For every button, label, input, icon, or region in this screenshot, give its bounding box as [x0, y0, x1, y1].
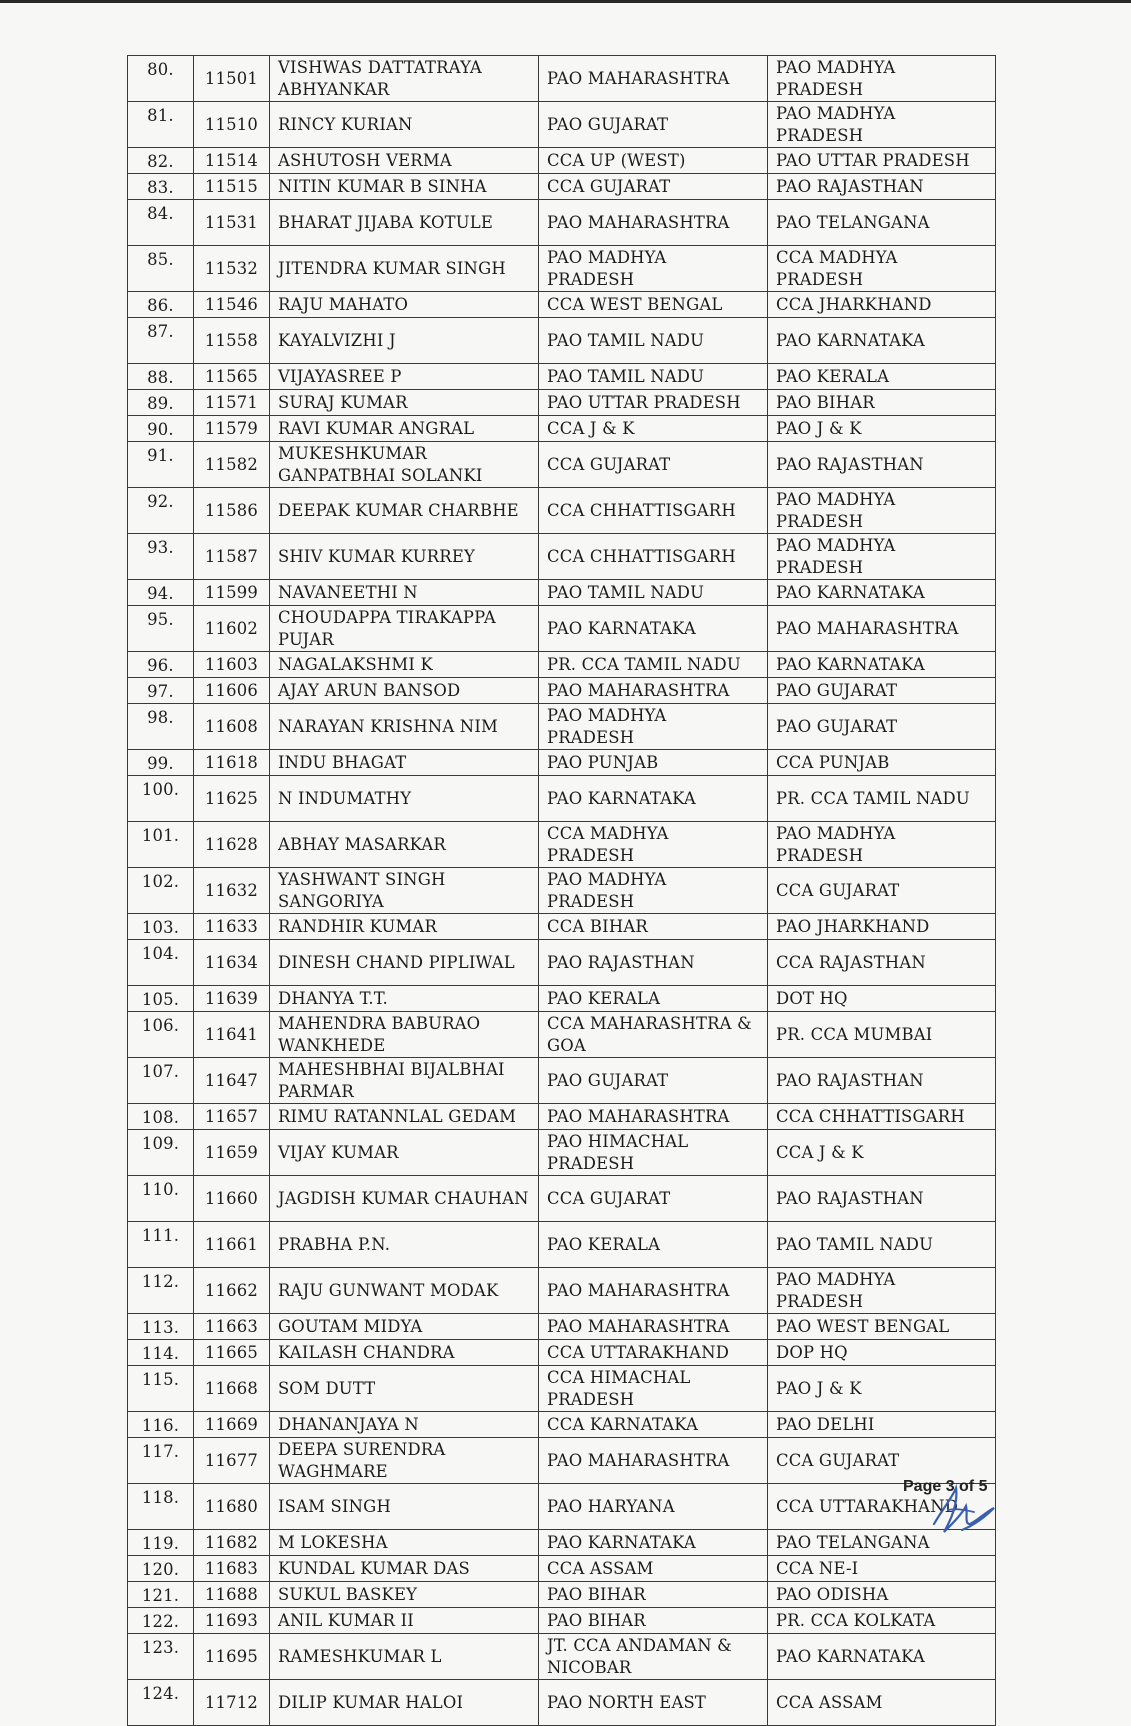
to-office-cell: PAO MADHYA PRADESH [768, 102, 996, 148]
table-row [128, 56, 996, 102]
employee-name-cell: NAGALAKSHMI K [270, 652, 539, 678]
table-row [128, 1058, 996, 1104]
serial-number-cell: 117. [128, 1438, 194, 1484]
from-office-cell: PAO KARNATAKA [539, 776, 768, 822]
table-row [128, 1634, 996, 1680]
employee-id-cell: 11532 [194, 246, 270, 292]
table-row [128, 822, 996, 868]
table-row [128, 1530, 996, 1556]
employee-id-cell: 11514 [194, 148, 270, 174]
employee-id-cell: 11501 [194, 56, 270, 102]
serial-number-cell: 124. [128, 1680, 194, 1726]
serial-number-cell: 107. [128, 1058, 194, 1104]
table-row [128, 246, 996, 292]
from-office-cell: PR. CCA TAMIL NADU [539, 652, 768, 678]
transfer-table-body [128, 56, 996, 1726]
serial-number-cell: 88. [128, 364, 194, 390]
serial-number-cell: 119. [128, 1530, 194, 1556]
to-office-cell: PAO ODISHA [768, 1582, 996, 1608]
employee-name-cell: N INDUMATHY [270, 776, 539, 822]
employee-id-cell: 11558 [194, 318, 270, 364]
employee-id-cell: 11639 [194, 986, 270, 1012]
employee-name-cell: INDU BHAGAT [270, 750, 539, 776]
to-office-cell: PAO GUJARAT [768, 678, 996, 704]
table-row [128, 652, 996, 678]
from-office-cell: CCA BIHAR [539, 914, 768, 940]
table-row [128, 102, 996, 148]
employee-name-cell: JAGDISH KUMAR CHAUHAN [270, 1176, 539, 1222]
serial-number-cell: 83. [128, 174, 194, 200]
employee-id-cell: 11661 [194, 1222, 270, 1268]
serial-number-cell: 113. [128, 1314, 194, 1340]
employee-id-cell: 11662 [194, 1268, 270, 1314]
from-office-cell: PAO PUNJAB [539, 750, 768, 776]
signature-mark [922, 1480, 1004, 1542]
page-number: Page 3 of 5 [903, 1478, 988, 1495]
serial-number-cell: 116. [128, 1412, 194, 1438]
table-row [128, 678, 996, 704]
serial-number-cell: 89. [128, 390, 194, 416]
employee-id-cell: 11515 [194, 174, 270, 200]
table-row [128, 1012, 996, 1058]
employee-name-cell: SOM DUTT [270, 1366, 539, 1412]
table-row [128, 534, 996, 580]
employee-id-cell: 11712 [194, 1680, 270, 1726]
employee-id-cell: 11586 [194, 488, 270, 534]
from-office-cell: PAO TAMIL NADU [539, 580, 768, 606]
employee-id-cell: 11587 [194, 534, 270, 580]
employee-id-cell: 11546 [194, 292, 270, 318]
employee-id-cell: 11618 [194, 750, 270, 776]
serial-number-cell: 87. [128, 318, 194, 364]
from-office-cell: PAO GUJARAT [539, 102, 768, 148]
to-office-cell: CCA CHHATTISGARH [768, 1104, 996, 1130]
from-office-cell: PAO MAHARASHTRA [539, 56, 768, 102]
employee-id-cell: 11647 [194, 1058, 270, 1104]
to-office-cell: PAO MADHYA PRADESH [768, 534, 996, 580]
table-row [128, 1130, 996, 1176]
to-office-cell: PAO UTTAR PRADESH [768, 148, 996, 174]
from-office-cell: PAO KERALA [539, 1222, 768, 1268]
table-row [128, 148, 996, 174]
from-office-cell: PAO MAHARASHTRA [539, 1104, 768, 1130]
serial-number-cell: 101. [128, 822, 194, 868]
employee-name-cell: MAHENDRA BABURAO WANKHEDE [270, 1012, 539, 1058]
table-row [128, 868, 996, 914]
employee-id-cell: 11599 [194, 580, 270, 606]
from-office-cell: PAO KERALA [539, 986, 768, 1012]
to-office-cell: PAO TELANGANA [768, 200, 996, 246]
table-row [128, 1608, 996, 1634]
serial-number-cell: 120. [128, 1556, 194, 1582]
employee-name-cell: KUNDAL KUMAR DAS [270, 1556, 539, 1582]
serial-number-cell: 84. [128, 200, 194, 246]
to-office-cell: CCA RAJASTHAN [768, 940, 996, 986]
employee-id-cell: 11668 [194, 1366, 270, 1412]
serial-number-cell: 109. [128, 1130, 194, 1176]
from-office-cell: CCA UP (WEST) [539, 148, 768, 174]
table-row [128, 364, 996, 390]
employee-id-cell: 11510 [194, 102, 270, 148]
from-office-cell: PAO MAHARASHTRA [539, 1268, 768, 1314]
to-office-cell: PAO JHARKHAND [768, 914, 996, 940]
employee-id-cell: 11688 [194, 1582, 270, 1608]
from-office-cell: PAO HARYANA [539, 1484, 768, 1530]
table-row [128, 390, 996, 416]
employee-name-cell: DEEPAK KUMAR CHARBHE [270, 488, 539, 534]
table-row [128, 318, 996, 364]
from-office-cell: PAO BIHAR [539, 1608, 768, 1634]
employee-id-cell: 11665 [194, 1340, 270, 1366]
to-office-cell: PR. CCA KOLKATA [768, 1608, 996, 1634]
employee-name-cell: RIMU RATANNLAL GEDAM [270, 1104, 539, 1130]
employee-id-cell: 11660 [194, 1176, 270, 1222]
table-row [128, 1438, 996, 1484]
from-office-cell: CCA GUJARAT [539, 1176, 768, 1222]
employee-name-cell: SUKUL BASKEY [270, 1582, 539, 1608]
employee-id-cell: 11632 [194, 868, 270, 914]
table-row [128, 914, 996, 940]
employee-id-cell: 11683 [194, 1556, 270, 1582]
employee-id-cell: 11657 [194, 1104, 270, 1130]
employee-id-cell: 11680 [194, 1484, 270, 1530]
table-row [128, 1366, 996, 1412]
employee-id-cell: 11571 [194, 390, 270, 416]
employee-name-cell: ASHUTOSH VERMA [270, 148, 539, 174]
to-office-cell: CCA JHARKHAND [768, 292, 996, 318]
employee-id-cell: 11695 [194, 1634, 270, 1680]
from-office-cell: PAO TAMIL NADU [539, 318, 768, 364]
to-office-cell: CCA GUJARAT [768, 868, 996, 914]
serial-number-cell: 110. [128, 1176, 194, 1222]
employee-name-cell: RAJU MAHATO [270, 292, 539, 318]
to-office-cell: PAO MADHYA PRADESH [768, 822, 996, 868]
to-office-cell: DOP HQ [768, 1340, 996, 1366]
table-row [128, 940, 996, 986]
to-office-cell: PAO GUJARAT [768, 704, 996, 750]
employee-id-cell: 11531 [194, 200, 270, 246]
table-row [128, 292, 996, 318]
employee-name-cell: YASHWANT SINGH SANGORIYA [270, 868, 539, 914]
to-office-cell: CCA GUJARAT [768, 1438, 996, 1484]
serial-number-cell: 82. [128, 148, 194, 174]
table-row [128, 442, 996, 488]
from-office-cell: CCA CHHATTISGARH [539, 488, 768, 534]
from-office-cell: PAO HIMACHAL PRADESH [539, 1130, 768, 1176]
top-border-line [0, 0, 1131, 3]
from-office-cell: CCA GUJARAT [539, 174, 768, 200]
serial-number-cell: 95. [128, 606, 194, 652]
employee-name-cell: RAVI KUMAR ANGRAL [270, 416, 539, 442]
serial-number-cell: 121. [128, 1582, 194, 1608]
employee-name-cell: DILIP KUMAR HALOI [270, 1680, 539, 1726]
serial-number-cell: 96. [128, 652, 194, 678]
table-row [128, 580, 996, 606]
to-office-cell: PAO RAJASTHAN [768, 174, 996, 200]
employee-name-cell: DEEPA SURENDRA WAGHMARE [270, 1438, 539, 1484]
from-office-cell: PAO GUJARAT [539, 1058, 768, 1104]
serial-number-cell: 97. [128, 678, 194, 704]
to-office-cell: PAO DELHI [768, 1412, 996, 1438]
to-office-cell: PAO KARNATAKA [768, 652, 996, 678]
to-office-cell: PAO RAJASTHAN [768, 1176, 996, 1222]
table-row [128, 1340, 996, 1366]
employee-name-cell: MAHESHBHAI BIJALBHAI PARMAR [270, 1058, 539, 1104]
from-office-cell: CCA UTTARAKHAND [539, 1340, 768, 1366]
from-office-cell: PAO MADHYA PRADESH [539, 868, 768, 914]
employee-id-cell: 11579 [194, 416, 270, 442]
employee-name-cell: RINCY KURIAN [270, 102, 539, 148]
employee-id-cell: 11669 [194, 1412, 270, 1438]
employee-id-cell: 11603 [194, 652, 270, 678]
from-office-cell: PAO MADHYA PRADESH [539, 704, 768, 750]
from-office-cell: PAO BIHAR [539, 1582, 768, 1608]
employee-id-cell: 11602 [194, 606, 270, 652]
employee-id-cell: 11663 [194, 1314, 270, 1340]
employee-id-cell: 11625 [194, 776, 270, 822]
table-row [128, 1268, 996, 1314]
employee-name-cell: GOUTAM MIDYA [270, 1314, 539, 1340]
to-office-cell: PAO TAMIL NADU [768, 1222, 996, 1268]
serial-number-cell: 102. [128, 868, 194, 914]
employee-name-cell: ISAM SINGH [270, 1484, 539, 1530]
employee-id-cell: 11582 [194, 442, 270, 488]
employee-name-cell: CHOUDAPPA TIRAKAPPA PUJAR [270, 606, 539, 652]
to-office-cell: PAO RAJASTHAN [768, 442, 996, 488]
serial-number-cell: 92. [128, 488, 194, 534]
table-row [128, 200, 996, 246]
table-row [128, 704, 996, 750]
employee-id-cell: 11634 [194, 940, 270, 986]
to-office-cell: CCA MADHYA PRADESH [768, 246, 996, 292]
from-office-cell: CCA MADHYA PRADESH [539, 822, 768, 868]
serial-number-cell: 111. [128, 1222, 194, 1268]
from-office-cell: PAO MADHYA PRADESH [539, 246, 768, 292]
serial-number-cell: 90. [128, 416, 194, 442]
table-row [128, 1582, 996, 1608]
serial-number-cell: 103. [128, 914, 194, 940]
employee-id-cell: 11608 [194, 704, 270, 750]
employee-name-cell: NAVANEETHI N [270, 580, 539, 606]
table-row [128, 1556, 996, 1582]
employee-id-cell: 11565 [194, 364, 270, 390]
to-office-cell: PR. CCA MUMBAI [768, 1012, 996, 1058]
table-row [128, 1104, 996, 1130]
employee-name-cell: DHANANJAYA N [270, 1412, 539, 1438]
to-office-cell: PAO RAJASTHAN [768, 1058, 996, 1104]
employee-id-cell: 11677 [194, 1438, 270, 1484]
employee-id-cell: 11659 [194, 1130, 270, 1176]
employee-name-cell: JITENDRA KUMAR SINGH [270, 246, 539, 292]
to-office-cell: PAO KERALA [768, 364, 996, 390]
to-office-cell: PAO MAHARASHTRA [768, 606, 996, 652]
serial-number-cell: 122. [128, 1608, 194, 1634]
serial-number-cell: 114. [128, 1340, 194, 1366]
from-office-cell: PAO RAJASTHAN [539, 940, 768, 986]
employee-id-cell: 11682 [194, 1530, 270, 1556]
from-office-cell: CCA KARNATAKA [539, 1412, 768, 1438]
serial-number-cell: 115. [128, 1366, 194, 1412]
employee-name-cell: RAJU GUNWANT MODAK [270, 1268, 539, 1314]
employee-name-cell: PRABHA P.N. [270, 1222, 539, 1268]
serial-number-cell: 81. [128, 102, 194, 148]
from-office-cell: CCA MAHARASHTRA & GOA [539, 1012, 768, 1058]
from-office-cell: CCA GUJARAT [539, 442, 768, 488]
employee-name-cell: SURAJ KUMAR [270, 390, 539, 416]
to-office-cell: PAO MADHYA PRADESH [768, 56, 996, 102]
to-office-cell: PAO MADHYA PRADESH [768, 1268, 996, 1314]
serial-number-cell: 93. [128, 534, 194, 580]
serial-number-cell: 104. [128, 940, 194, 986]
serial-number-cell: 98. [128, 704, 194, 750]
from-office-cell: CCA ASSAM [539, 1556, 768, 1582]
employee-name-cell: MUKESHKUMAR GANPATBHAI SOLANKI [270, 442, 539, 488]
to-office-cell: PAO J & K [768, 1366, 996, 1412]
employee-id-cell: 11641 [194, 1012, 270, 1058]
from-office-cell: PAO UTTAR PRADESH [539, 390, 768, 416]
to-office-cell: PAO KARNATAKA [768, 318, 996, 364]
employee-name-cell: NITIN KUMAR B SINHA [270, 174, 539, 200]
from-office-cell: CCA J & K [539, 416, 768, 442]
employee-id-cell: 11693 [194, 1608, 270, 1634]
employee-name-cell: DHANYA T.T. [270, 986, 539, 1012]
serial-number-cell: 108. [128, 1104, 194, 1130]
to-office-cell: PAO J & K [768, 416, 996, 442]
employee-name-cell: KAILASH CHANDRA [270, 1340, 539, 1366]
serial-number-cell: 85. [128, 246, 194, 292]
table-row [128, 1222, 996, 1268]
employee-id-cell: 11606 [194, 678, 270, 704]
from-office-cell: JT. CCA ANDAMAN & NICOBAR [539, 1634, 768, 1680]
serial-number-cell: 99. [128, 750, 194, 776]
table-row [128, 1176, 996, 1222]
to-office-cell: PAO KARNATAKA [768, 580, 996, 606]
serial-number-cell: 94. [128, 580, 194, 606]
serial-number-cell: 86. [128, 292, 194, 318]
employee-name-cell: NARAYAN KRISHNA NIM [270, 704, 539, 750]
table-row [128, 1484, 996, 1530]
to-office-cell: CCA NE-I [768, 1556, 996, 1582]
from-office-cell: PAO MAHARASHTRA [539, 1438, 768, 1484]
from-office-cell: CCA HIMACHAL PRADESH [539, 1366, 768, 1412]
from-office-cell: PAO MAHARASHTRA [539, 200, 768, 246]
to-office-cell: CCA PUNJAB [768, 750, 996, 776]
table-row [128, 776, 996, 822]
employee-name-cell: SHIV KUMAR KURREY [270, 534, 539, 580]
to-office-cell: CCA UTTARAKHAND [768, 1484, 996, 1530]
from-office-cell: PAO KARNATAKA [539, 606, 768, 652]
employee-name-cell: ANIL KUMAR II [270, 1608, 539, 1634]
to-office-cell: PAO BIHAR [768, 390, 996, 416]
table-row [128, 986, 996, 1012]
serial-number-cell: 80. [128, 56, 194, 102]
employee-name-cell: RANDHIR KUMAR [270, 914, 539, 940]
employee-name-cell: KAYALVIZHI J [270, 318, 539, 364]
from-office-cell: CCA WEST BENGAL [539, 292, 768, 318]
table-row [128, 1680, 996, 1726]
transfer-table [127, 55, 996, 1726]
table-row [128, 416, 996, 442]
serial-number-cell: 105. [128, 986, 194, 1012]
employee-name-cell: VIJAY KUMAR [270, 1130, 539, 1176]
serial-number-cell: 91. [128, 442, 194, 488]
to-office-cell: DOT HQ [768, 986, 996, 1012]
employee-name-cell: BHARAT JIJABA KOTULE [270, 200, 539, 246]
from-office-cell: PAO TAMIL NADU [539, 364, 768, 390]
to-office-cell: PAO WEST BENGAL [768, 1314, 996, 1340]
to-office-cell: CCA ASSAM [768, 1680, 996, 1726]
employee-name-cell: AJAY ARUN BANSOD [270, 678, 539, 704]
from-office-cell: CCA CHHATTISGARH [539, 534, 768, 580]
employee-name-cell: M LOKESHA [270, 1530, 539, 1556]
table-row [128, 750, 996, 776]
employee-name-cell: RAMESHKUMAR L [270, 1634, 539, 1680]
serial-number-cell: 100. [128, 776, 194, 822]
from-office-cell: PAO MAHARASHTRA [539, 678, 768, 704]
employee-id-cell: 11628 [194, 822, 270, 868]
serial-number-cell: 118. [128, 1484, 194, 1530]
to-office-cell: PR. CCA TAMIL NADU [768, 776, 996, 822]
to-office-cell: PAO TELANGANA [768, 1530, 996, 1556]
to-office-cell: PAO MADHYA PRADESH [768, 488, 996, 534]
to-office-cell: CCA J & K [768, 1130, 996, 1176]
to-office-cell: PAO KARNATAKA [768, 1634, 996, 1680]
serial-number-cell: 112. [128, 1268, 194, 1314]
table-row [128, 1412, 996, 1438]
from-office-cell: PAO NORTH EAST [539, 1680, 768, 1726]
employee-id-cell: 11633 [194, 914, 270, 940]
from-office-cell: PAO KARNATAKA [539, 1530, 768, 1556]
employee-name-cell: DINESH CHAND PIPLIWAL [270, 940, 539, 986]
table-row [128, 174, 996, 200]
transfer-table-container [127, 55, 995, 1726]
employee-name-cell: ABHAY MASARKAR [270, 822, 539, 868]
employee-name-cell: VIJAYASREE P [270, 364, 539, 390]
employee-name-cell: VISHWAS DATTATRAYA ABHYANKAR [270, 56, 539, 102]
from-office-cell: PAO MAHARASHTRA [539, 1314, 768, 1340]
table-row [128, 606, 996, 652]
serial-number-cell: 106. [128, 1012, 194, 1058]
table-row [128, 1314, 996, 1340]
serial-number-cell: 123. [128, 1634, 194, 1680]
table-row [128, 488, 996, 534]
